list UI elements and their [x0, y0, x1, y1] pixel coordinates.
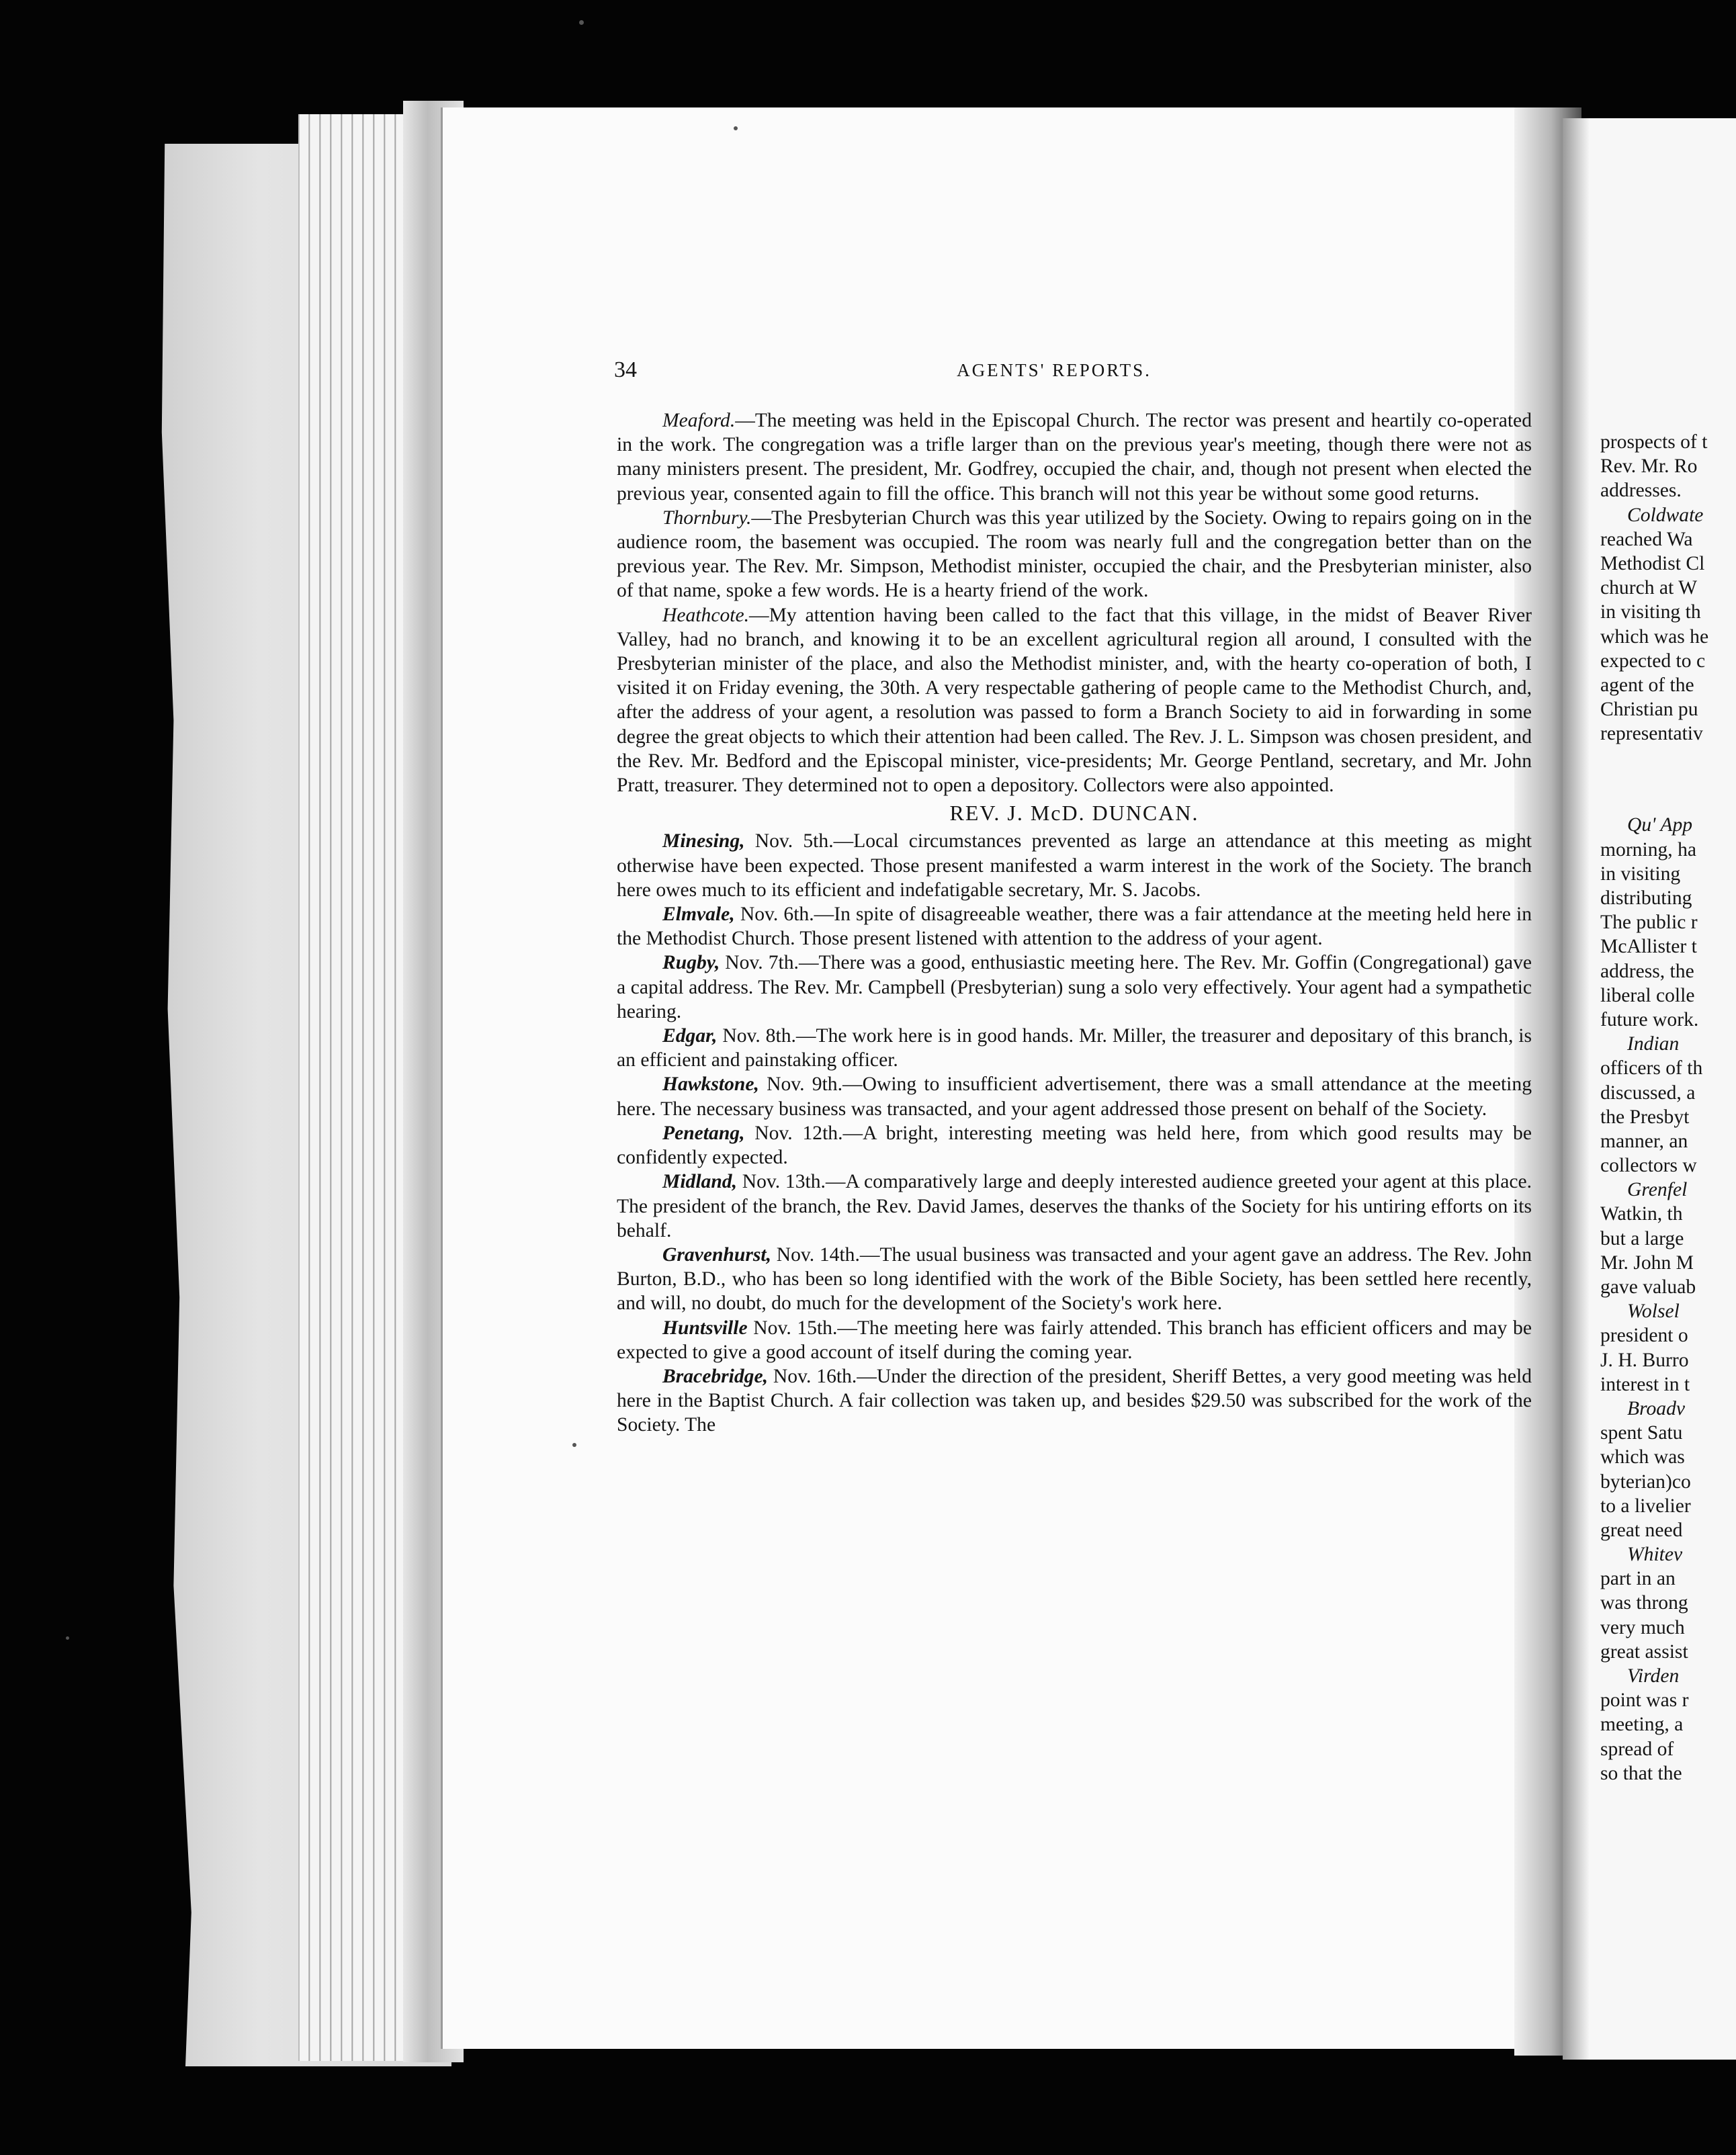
facing-line: The public r — [1600, 912, 1698, 934]
facing-line: point was r — [1600, 1689, 1689, 1712]
page-number: 34 — [614, 357, 637, 382]
facing-line: Indian — [1627, 1033, 1680, 1055]
report-paragraph — [617, 1170, 1532, 1243]
facing-line: manner, an — [1600, 1130, 1688, 1152]
facing-line: Wolsel — [1627, 1301, 1680, 1323]
report-paragraph — [617, 1364, 1532, 1438]
facing-line: in visiting — [1600, 863, 1681, 885]
place-name: Thornbury. — [662, 507, 752, 529]
place-name: Edgar, — [662, 1025, 718, 1047]
facing-lines-bottom — [1600, 813, 1736, 1786]
place-name: Penetang, — [662, 1122, 745, 1144]
facing-line: meeting, a — [1600, 1714, 1684, 1736]
facing-lines-top — [1600, 430, 1736, 746]
place-name: Bracebridge, — [662, 1365, 768, 1387]
report-paragraph — [617, 1121, 1532, 1170]
facing-page-text — [1600, 430, 1736, 1786]
facing-line: Broadv — [1627, 1397, 1686, 1419]
facing-line: president o — [1600, 1325, 1688, 1347]
place-name: Meaford. — [662, 410, 736, 431]
facing-line: Grenfel — [1627, 1179, 1688, 1201]
place-name: Heathcote. — [662, 604, 750, 626]
facing-line: agent of the — [1600, 674, 1694, 696]
report-paragraph — [617, 603, 1532, 798]
report-text: —My attention having been called to the fact that this village, in the midst of Beaver River Valley, had no branch, and knowing it to be an excellent agricultural region all around, I consulted with the Presbyterian minister of the place, and also the Methodist minister, and, with the hearty co-operation of both, I visited it on Friday evening, the 30th. A very respectable gathering of people came to the Methodist Church, and, after the address of your agent, a resolution was passed to form a Branch Society to aid in forwarding in some degree the great objects to which their attention had been called. The Rev. J. L. Simpson was chosen president, and the Rev. Mr. Bedford and the Episcopal minister, vice-presidents; Mr. George Pentland, secretary, and Mr. John Pratt, treasurer. They determined not to open a depository. Collectors were also appointed. — [617, 604, 1532, 797]
report-text: Nov. 16th.—Under the direction of the president, Sheriff Bettes, a very good meeting was held here in the Baptist Church. A fair collection was taken up, and besides $29.50 was subscribed for the work of the Society. The — [617, 1365, 1532, 1436]
report-text: Nov. 6th.—In spite of disagreeable weather, there was a fair attendance at the meeting held here in the Methodist Church. Those present listened with attention to the address of your agent. — [617, 904, 1532, 950]
facing-line: Watkin, th — [1600, 1203, 1683, 1225]
facing-line: spread of — [1600, 1738, 1674, 1760]
report-paragraph — [617, 829, 1532, 902]
report-text: Nov. 12th.—A bright, interesting meeting was held here, from which good results may be confidently expected. — [617, 1122, 1532, 1169]
place-name: Elmvale, — [662, 904, 735, 926]
facing-line: Qu' App — [1627, 814, 1693, 836]
place-name: Rugby, — [662, 952, 720, 974]
facing-line: J. H. Burro — [1600, 1349, 1689, 1371]
place-name: Huntsville — [662, 1317, 748, 1339]
report-text: Nov. 13th.—A comparatively large and deeply interested audience greeted your agent at this place. The president of the branch, the Rev. David James, deserves the thanks of the Society for his untiring efforts on its behalf. — [617, 1171, 1532, 1241]
facing-line: address, the — [1600, 960, 1694, 982]
facing-line: great need — [1600, 1519, 1683, 1541]
report-paragraph — [617, 902, 1532, 951]
section-heading: REV. J. McD. DUNCAN. — [949, 801, 1199, 826]
facing-line: Virden — [1627, 1665, 1680, 1687]
facing-line: was throng — [1600, 1592, 1688, 1614]
place-name: Gravenhurst, — [662, 1243, 771, 1266]
report-paragraph — [617, 408, 1532, 506]
facing-line: distributing — [1600, 887, 1692, 909]
facing-line: but a large — [1600, 1227, 1684, 1249]
place-name: Midland, — [662, 1171, 738, 1193]
facing-line: in visiting th — [1600, 601, 1701, 623]
reports-part-two — [617, 829, 1532, 1437]
report-paragraph — [617, 1024, 1532, 1072]
report-paragraph — [617, 1072, 1532, 1120]
report-text: —The meeting was held in the Episcopal Church. The rector was present and heartily co-operated in the work. The congregation was a trifle larger than on the previous year's meeting, though there were not as many ministers present. The president, Mr. Godfrey, occupied the chair, and, though not present when elected the previous year, consented again to fill the office. This branch will not this year be without some good returns. — [617, 410, 1532, 504]
facing-line: Mr. John M — [1600, 1251, 1694, 1274]
facing-line: part in an — [1600, 1568, 1676, 1590]
report-text: Nov. 15th.—The meeting here was fairly attended. This branch has efficient officers and may be expected to give a good account of itself during the coming year. — [617, 1317, 1532, 1363]
facing-line: expected to c — [1600, 650, 1706, 672]
report-text: —The Presbyterian Church was this year utilized by the Society. Owing to repairs going on in the audience room, the basement was occupied. The room was nearly full and the congregation better than on the previous year. The Rev. Mr. Simpson, Methodist minister, occupied the chair, and the Presbyterian minister, also of that name, spoke a few words. He is a hearty friend of the work. — [617, 507, 1532, 602]
facing-line: which was he — [1600, 625, 1709, 648]
facing-line: spent Satu — [1600, 1422, 1683, 1444]
facing-line: McAllister t — [1600, 936, 1697, 958]
facing-line: representativ — [1600, 723, 1703, 745]
facing-line: the Presbyt — [1600, 1106, 1690, 1128]
page-header — [614, 357, 1534, 384]
running-head: AGENTS' REPORTS. — [957, 360, 1152, 380]
place-name: Minesing, — [662, 830, 745, 852]
facing-line: gave valuab — [1600, 1276, 1696, 1298]
facing-line: liberal colle — [1600, 984, 1695, 1006]
facing-line: very much — [1600, 1616, 1685, 1638]
facing-line: officers of th — [1600, 1057, 1703, 1080]
facing-line: Methodist Cl — [1600, 552, 1705, 574]
report-text: Nov. 5th.—Local circumstances prevented as large an attendance at this meeting as might otherwise have been expected. Those present manifested a warm interest in the work of the Society. The branch here owes much to its efficient and indefatigable secretary, Mr. S. Jacobs. — [617, 830, 1532, 901]
facing-line: prospects of t — [1600, 431, 1708, 453]
facing-line: which was — [1600, 1446, 1685, 1468]
facing-line: discussed, a — [1600, 1082, 1696, 1104]
report-text: Nov. 14th.—The usual business was transacted and your agent gave an address. The Rev. John Burton, B.D., who has been so long identified with the work of the Bible Society, has been settled here recently, and will, no doubt, do much for the development of the Society's work here. — [617, 1243, 1532, 1315]
facing-line: to a livelier — [1600, 1495, 1691, 1517]
facing-line: addresses. — [1600, 480, 1682, 502]
facing-line: Whitev — [1627, 1544, 1683, 1566]
facing-line: great assist — [1600, 1640, 1688, 1663]
facing-line: Rev. Mr. Ro — [1600, 455, 1698, 478]
report-paragraph — [617, 1316, 1532, 1364]
facing-line: Coldwate — [1627, 504, 1704, 526]
report-column — [617, 408, 1532, 1438]
report-text: Nov. 7th.—There was a good, enthusiastic meeting here. The Rev. Mr. Goffin (Congregational) gave a capital address. The Rev. Mr. Campbell (Presbyterian) sung a solo very effectively. Your agent had a sympathetic hearing. — [617, 952, 1532, 1022]
report-paragraph — [617, 951, 1532, 1024]
facing-line: future work. — [1600, 1008, 1699, 1030]
facing-line: morning, ha — [1600, 838, 1697, 861]
place-name: Hawkstone, — [662, 1073, 759, 1096]
report-text: Nov. 9th.—Owing to insufficient advertisement, there was a small attendance at the meeting here. The necessary business was transacted, and your agent addressed those present on behalf of the Society. — [617, 1073, 1532, 1120]
facing-page-shadow — [1563, 118, 1590, 2060]
report-paragraph — [617, 1243, 1532, 1316]
facing-line: church at W — [1600, 577, 1698, 599]
report-text: Nov. 8th.—The work here is in good hands. Mr. Miller, the treasurer and depositary of this branch, is an efficient and painstaking officer. — [617, 1025, 1532, 1071]
facing-line: so that the — [1600, 1762, 1682, 1784]
facing-line: byterian)co — [1600, 1470, 1691, 1493]
facing-line: Christian pu — [1600, 699, 1698, 721]
facing-line: interest in t — [1600, 1373, 1690, 1395]
facing-line: collectors w — [1600, 1155, 1697, 1177]
facing-line: reached Wa — [1600, 528, 1693, 550]
reports-part-one — [617, 408, 1532, 797]
report-paragraph — [617, 506, 1532, 603]
